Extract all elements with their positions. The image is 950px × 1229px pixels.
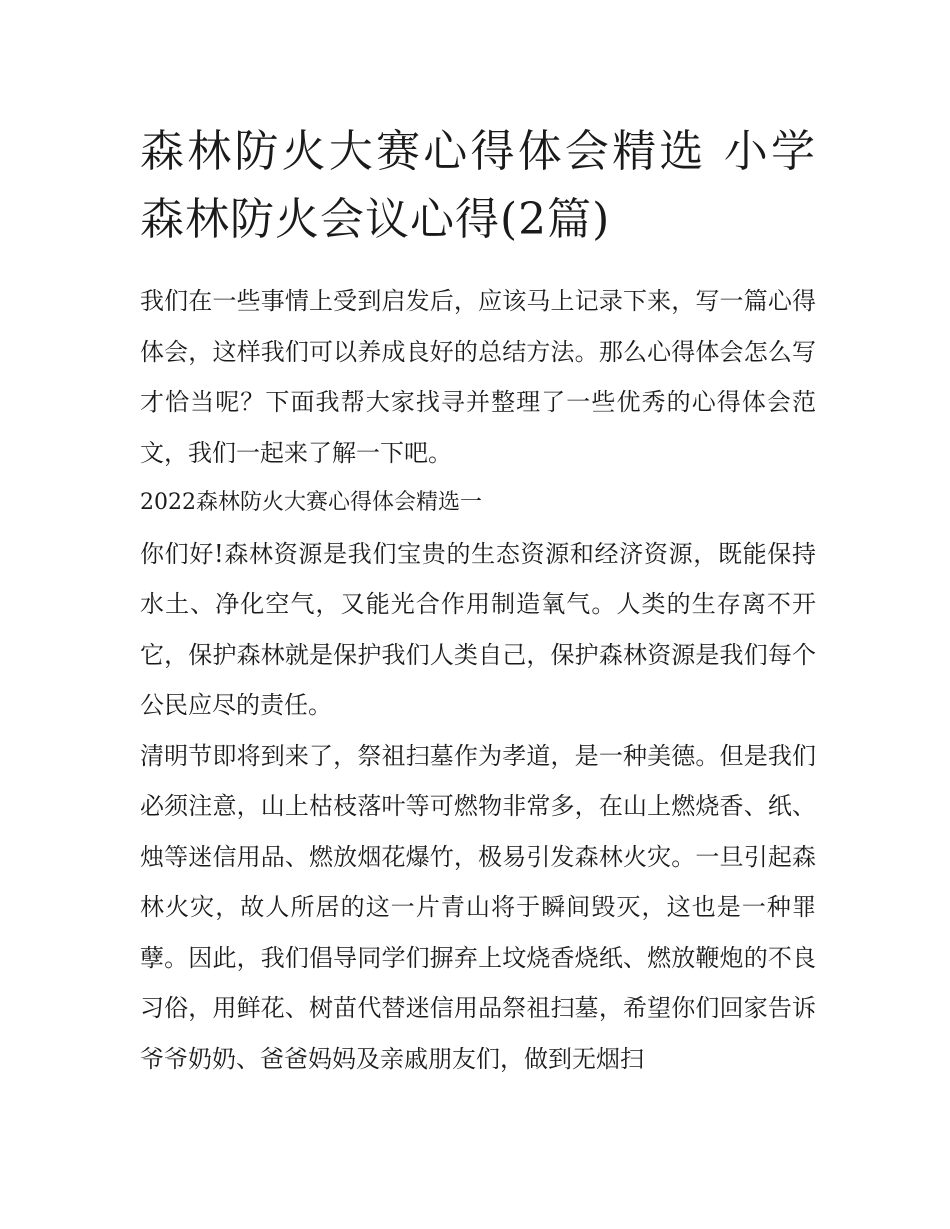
section-heading: 2022森林防火大赛心得体会精选一 [140,490,482,515]
body-paragraph-2: 清明节即将到来了，祭祖扫墓作为孝道，是一种美德。但是我们必须注意，山上枯枝落叶等可燃物非常多，在山上燃烧香、纸、烛等迷信用品、燃放烟花爆竹，极易引发森林火灾。一旦引起森林火灾，故人所居的这一片青山将于瞬间毁灭，这也是一种罪孽。因此，我们倡导同学们摒弃上坟烧香烧纸、燃放鞭炮的不良习俗，用鲜花、树苗代替迷信用品祭祖扫墓，希望你们回家告诉爷爷奶奶、爸爸妈妈及亲戚朋友们，做到无烟扫 [140,741,816,1073]
document-title: 森林防火大赛心得体会精选 小学森林防火会议心得(2篇) [140,126,816,245]
body-paragraph-1: 你们好!森林资源是我们宝贵的生态资源和经济资源，既能保持水土、净化空气，又能光合作用制造氧气。人类的生存离不开它，保护森林就是保护我们人类自己，保护森林资源是我们每个公民应尽的责任。 [140,539,816,719]
intro-paragraph: 我们在一些事情上受到启发后，应该马上记录下来，写一篇心得体会，这样我们可以养成良好的总结方法。那么心得体会怎么写才恰当呢？下面我帮大家找寻并整理了一些优秀的心得体会范文，我们一起来了解一下吧。 [140,287,816,467]
document-page [140,118,816,1084]
